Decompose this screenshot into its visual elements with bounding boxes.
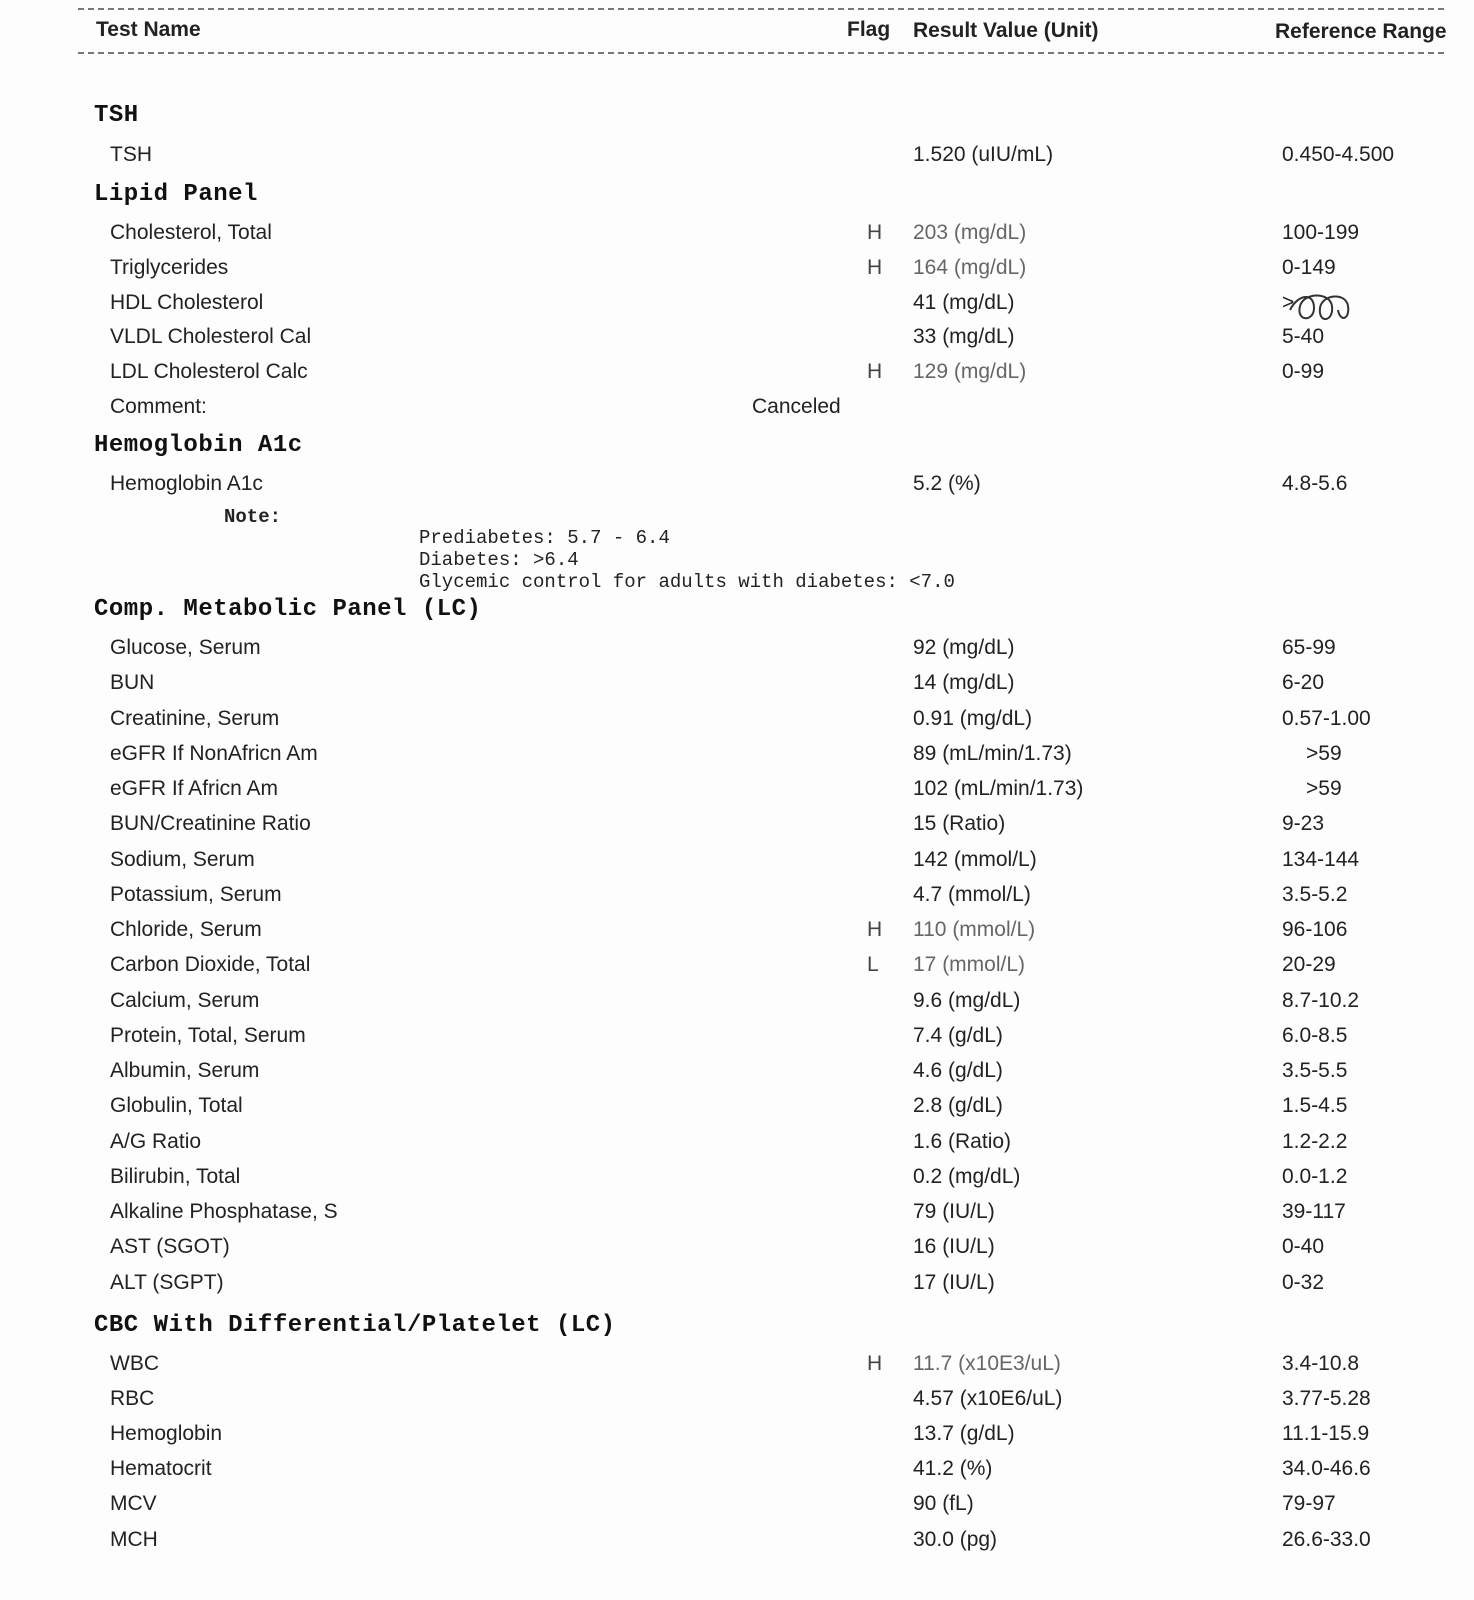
test-name: Alkaline Phosphatase, S <box>110 1200 338 1223</box>
reference-range: 4.8-5.6 <box>1282 472 1348 495</box>
result-value: 4.6 (g/dL) <box>913 1059 1003 1082</box>
reference-range: 1.5-4.5 <box>1282 1094 1348 1118</box>
status-text: Canceled <box>752 395 841 418</box>
flag-indicator: L <box>867 953 879 977</box>
section-title: Hemoglobin A1c <box>94 432 303 459</box>
reference-range: >59 <box>1306 741 1342 765</box>
reference-range: 0.0-1.2 <box>1282 1164 1348 1188</box>
reference-range: 96-106 <box>1282 918 1348 941</box>
test-name: MCH <box>110 1527 158 1551</box>
test-name: Carbon Dioxide, Total <box>110 953 311 977</box>
result-value: 79 (IU/L) <box>913 1200 995 1223</box>
reference-range-prefix: > <box>1282 290 1295 314</box>
result-value: 7.4 (g/dL) <box>913 1023 1003 1047</box>
test-name: Albumin, Serum <box>110 1059 260 1082</box>
result-value: 89 (mL/min/1.73) <box>913 741 1072 765</box>
col-header-result: Result Value (Unit) <box>913 19 1099 42</box>
test-name: HDL Cholesterol <box>110 290 264 314</box>
test-name: RBC <box>110 1387 155 1411</box>
reference-range: 34.0-46.6 <box>1282 1457 1371 1481</box>
note-label: Note: <box>224 506 282 528</box>
test-name: Calcium, Serum <box>110 988 260 1012</box>
result-value: 11.7 (x10E3/uL) <box>913 1352 1061 1375</box>
test-name: Bilirubin, Total <box>110 1164 241 1188</box>
reference-range: 79-97 <box>1282 1492 1336 1516</box>
reference-range: 0-149 <box>1282 255 1336 279</box>
result-value: 2.8 (g/dL) <box>913 1094 1003 1118</box>
result-value: 164 (mg/dL) <box>913 255 1027 279</box>
reference-range: 8.7-10.2 <box>1282 988 1360 1012</box>
section-title: Lipid Panel <box>94 181 258 208</box>
result-value: 41.2 (%) <box>913 1457 993 1481</box>
flag-indicator: H <box>867 1352 883 1375</box>
test-name: Triglycerides <box>110 255 229 279</box>
flag-indicator: H <box>867 918 883 941</box>
test-name: MCV <box>110 1492 157 1516</box>
flag-indicator: H <box>867 221 883 244</box>
test-name: Comment: <box>110 395 207 418</box>
result-value: 33 (mg/dL) <box>913 325 1015 349</box>
result-value: 16 (IU/L) <box>913 1235 995 1259</box>
test-name: Chloride, Serum <box>110 918 262 941</box>
reference-range: 3.4-10.8 <box>1282 1352 1360 1375</box>
section-title: Comp. Metabolic Panel (LC) <box>94 596 482 623</box>
reference-range: 26.6-33.0 <box>1282 1527 1371 1551</box>
test-name: BUN <box>110 671 155 695</box>
test-name: ALT (SGPT) <box>110 1270 224 1294</box>
test-name: Hematocrit <box>110 1457 212 1481</box>
reference-range: 5-40 <box>1282 325 1325 349</box>
reference-range: 0-99 <box>1282 360 1325 384</box>
result-value: 30.0 (pg) <box>913 1527 998 1551</box>
test-name: WBC <box>110 1352 159 1375</box>
result-value: 4.57 (x10E6/uL) <box>913 1387 1063 1411</box>
test-name: Potassium, Serum <box>110 882 282 906</box>
result-value: 142 (mmol/L) <box>913 847 1037 871</box>
test-name: eGFR If Africn Am <box>110 777 279 800</box>
col-header-flag: Flag <box>847 18 891 41</box>
section-title: TSH <box>94 102 139 129</box>
test-name: Hemoglobin A1c <box>110 472 263 495</box>
test-name: Cholesterol, Total <box>110 221 272 244</box>
result-value: 13.7 (g/dL) <box>913 1422 1015 1446</box>
result-value: 1.6 (Ratio) <box>913 1129 1012 1153</box>
note-line: Prediabetes: 5.7 - 6.4 <box>419 527 670 549</box>
result-value: 203 (mg/dL) <box>913 221 1027 244</box>
test-name: Protein, Total, Serum <box>110 1023 306 1047</box>
section-title: CBC With Differential/Platelet (LC) <box>94 1312 616 1339</box>
result-value: 4.7 (mmol/L) <box>913 882 1031 906</box>
result-value: 5.2 (%) <box>913 472 981 495</box>
result-value: 0.91 (mg/dL) <box>913 706 1033 730</box>
result-value: 0.2 (mg/dL) <box>913 1164 1021 1188</box>
result-value: 17 (mmol/L) <box>913 953 1026 977</box>
reference-range: 65-99 <box>1282 636 1336 659</box>
header-divider-bottom <box>78 52 1444 54</box>
reference-range: >59 <box>1306 777 1342 800</box>
test-name: A/G Ratio <box>110 1129 202 1153</box>
reference-range: 134-144 <box>1282 847 1360 871</box>
result-value: 92 (mg/dL) <box>913 636 1015 659</box>
reference-range: 0-32 <box>1282 1270 1325 1294</box>
test-name: BUN/Creatinine Ratio <box>110 812 311 836</box>
result-value: 14 (mg/dL) <box>913 671 1015 695</box>
result-value: 9.6 (mg/dL) <box>913 988 1021 1012</box>
test-name: LDL Cholesterol Calc <box>110 360 308 384</box>
result-value: 15 (Ratio) <box>913 812 1006 836</box>
reference-range: 0.450-4.500 <box>1282 143 1395 166</box>
col-header-reference: Reference Range <box>1275 20 1447 43</box>
test-name: AST (SGOT) <box>110 1235 230 1259</box>
flag-indicator: H <box>867 360 883 384</box>
result-value: 102 (mL/min/1.73) <box>913 777 1084 800</box>
reference-range: 20-29 <box>1282 953 1336 977</box>
test-name: TSH <box>110 143 152 166</box>
reference-range: 39-117 <box>1282 1200 1346 1223</box>
test-name: Creatinine, Serum <box>110 706 280 730</box>
reference-range: 6-20 <box>1282 671 1325 695</box>
result-value: 90 (fL) <box>913 1492 974 1516</box>
note-line: Glycemic control for adults with diabetes: <7.0 <box>419 571 955 593</box>
reference-range: 3.5-5.5 <box>1282 1059 1348 1082</box>
note-line: Diabetes: >6.4 <box>419 549 579 571</box>
test-name: Glucose, Serum <box>110 636 261 659</box>
result-value: 1.520 (uIU/mL) <box>913 143 1054 166</box>
test-name: eGFR If NonAfricn Am <box>110 741 318 765</box>
test-name: VLDL Cholesterol Cal <box>110 325 312 349</box>
result-value: 110 (mmol/L) <box>913 918 1036 941</box>
reference-range: 0.57-1.00 <box>1282 706 1371 730</box>
col-header-test-name: Test Name <box>96 18 201 41</box>
reference-range: 1.2-2.2 <box>1282 1129 1348 1153</box>
flag-indicator: H <box>867 255 883 279</box>
reference-range: 3.5-5.2 <box>1282 882 1348 906</box>
test-name: Hemoglobin <box>110 1422 223 1446</box>
reference-range: 6.0-8.5 <box>1282 1023 1348 1047</box>
handwritten-scribble <box>1284 288 1364 326</box>
result-value: 129 (mg/dL) <box>913 360 1027 384</box>
result-value: 41 (mg/dL) <box>913 290 1015 314</box>
header-divider-top <box>78 8 1444 10</box>
reference-range: 100-199 <box>1282 221 1360 244</box>
reference-range: 3.77-5.28 <box>1282 1387 1371 1411</box>
reference-range: 0-40 <box>1282 1235 1325 1259</box>
result-value: 17 (IU/L) <box>913 1270 995 1294</box>
reference-range: 11.1-15.9 <box>1282 1422 1370 1446</box>
reference-range: 9-23 <box>1282 812 1325 836</box>
test-name: Globulin, Total <box>110 1094 243 1118</box>
test-name: Sodium, Serum <box>110 847 255 871</box>
